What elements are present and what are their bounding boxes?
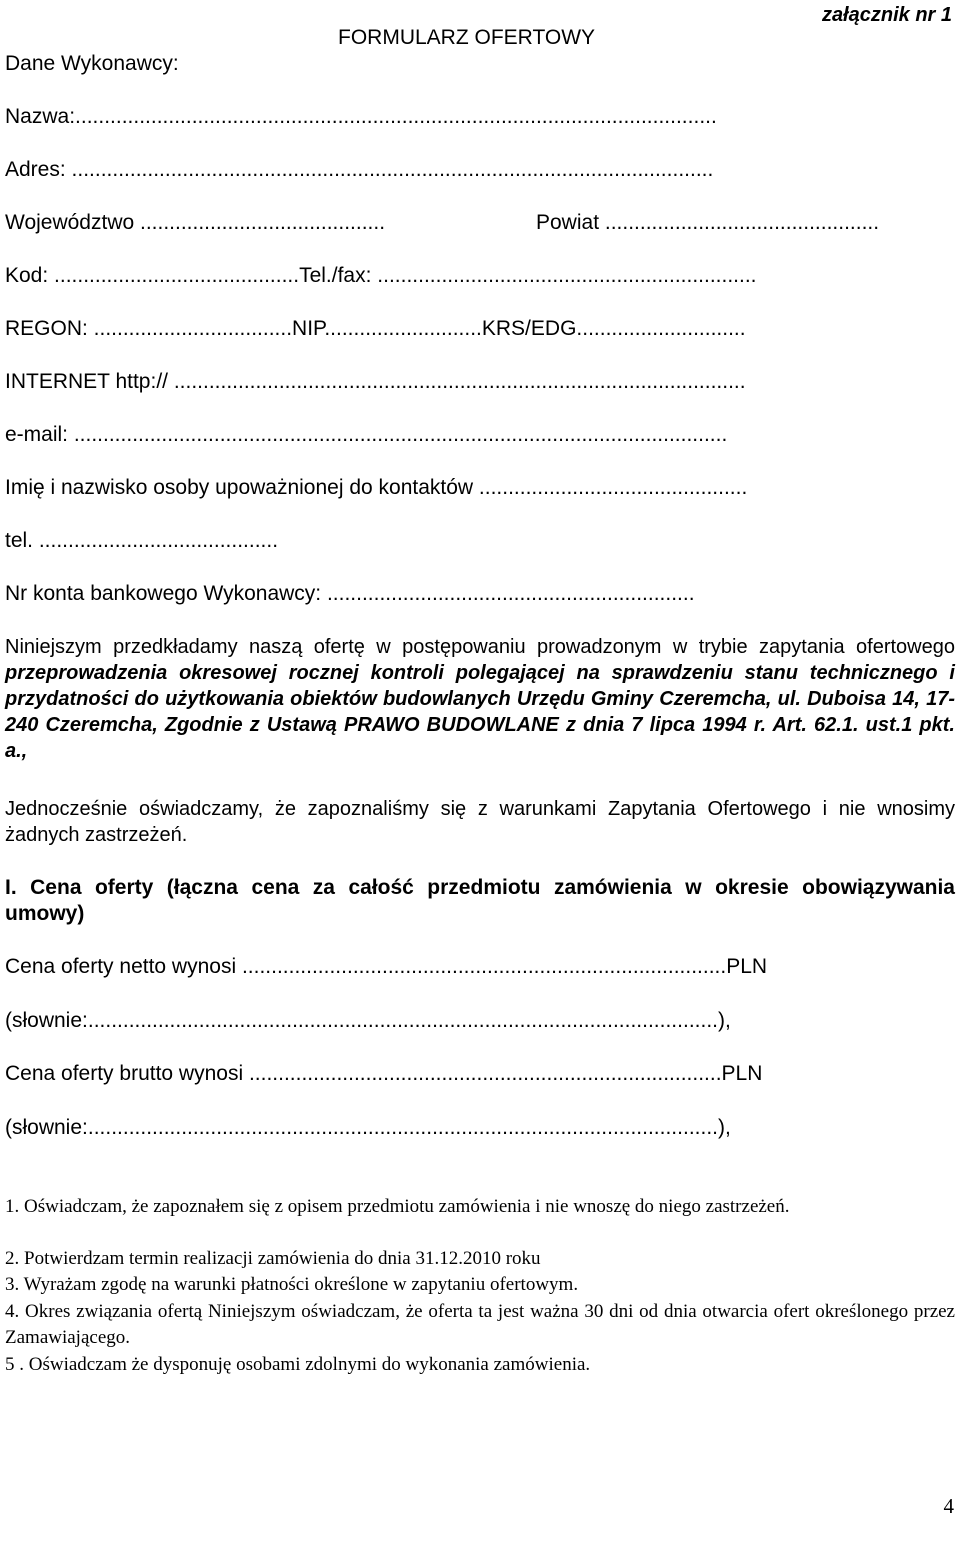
statement-3: 3. Wyrażam zgodę na warunki płatności określone w zapytaniu ofertowym. <box>5 1274 579 1295</box>
field-regon-nip-krs[interactable]: REGON: ..................................NIP...........................KRS/EDG............................. <box>5 317 746 340</box>
statement-4: 4. Okres związania ofertą Niniejszym oświadczam, że oferta ta jest ważna 30 dni od dnia otwarcia ofert określonego przez Zamawiającego. <box>5 1301 955 1348</box>
field-bank-account[interactable]: Nr konta bankowego Wykonawcy: ............................................................... <box>5 582 695 605</box>
form-title: FORMULARZ OFERTOWY <box>338 26 596 49</box>
offer-intro: Niniejszym przedkładamy naszą ofertę w postępowaniu prowadzonym w trybie zapytania ofertowego <box>5 636 955 658</box>
contractor-data-label: Dane Wykonawcy: <box>5 52 179 75</box>
offer-paragraph <box>5 634 955 764</box>
field-row-region <box>5 211 955 237</box>
field-address[interactable]: Adres: .............................................................................................................. <box>5 158 714 181</box>
page-number: 4 <box>943 1494 954 1518</box>
statement-1: 1. Oświadczam, że zapoznałem się z opisem przedmiotu zamówienia i nie wnoszę do niego zastrzeżeń. <box>5 1196 790 1217</box>
offer-subject: przeprowadzenia okresowej rocznej kontroli polegającej na sprawdzeniu stanu technicznego i przydatności do użytkowania obiektów budowlanych Urzędu Gminy Czeremcha, ul. Duboisa 14, 17-240 Czeremcha, Zgodnie z Ustawą PRAWO BUDOWLANE z dnia 7 lipca 1994 r. Art. 62.1. ust.1 pkt. a., <box>5 662 955 762</box>
price-net-field[interactable]: Cena oferty netto wynosi ...................................................................................PLN <box>5 955 768 978</box>
price-net-words-field[interactable]: (słownie:............................................................................................................), <box>5 1009 731 1032</box>
field-code-tel[interactable]: Kod: ..........................................Tel./fax: ................................................................. <box>5 264 757 287</box>
price-heading: I. Cena oferty (łączna cena za całość przedmiotu zamówienia w okresie obowiązywania umowy) <box>5 876 955 925</box>
field-email[interactable]: e-mail: ................................................................................................................ <box>5 423 728 446</box>
field-internet[interactable]: INTERNET http:// .................................................................................................. <box>5 370 746 393</box>
declaration-paragraph: Jednocześnie oświadczamy, że zapoznaliśmy się z warunkami Zapytania Ofertowego i nie wnosimy żadnych zastrzeżeń. <box>5 798 955 846</box>
statement-2: 2. Potwierdzam termin realizacji zamówienia do dnia 31.12.2010 roku <box>5 1248 541 1269</box>
statement-5: 5 . Oświadczam że dysponuję osobami zdolnymi do wykonania zamówienia. <box>5 1354 591 1375</box>
attachment-label: załącznik nr 1 <box>821 4 952 26</box>
field-county[interactable]: Powiat ............................................... <box>536 211 880 234</box>
field-name[interactable]: Nazwa:.............................................................................................................. <box>5 105 717 128</box>
field-contact-person[interactable]: Imię i nazwisko osoby upoważnionej do kontaktów .............................................. <box>5 476 748 499</box>
price-gross-words-field[interactable]: (słownie:............................................................................................................), <box>5 1116 731 1139</box>
field-voivodeship[interactable]: Województwo .......................................... <box>5 211 386 234</box>
field-tel[interactable]: tel. ......................................... <box>5 529 279 552</box>
price-gross-field[interactable]: Cena oferty brutto wynosi .................................................................................PLN <box>5 1062 763 1085</box>
